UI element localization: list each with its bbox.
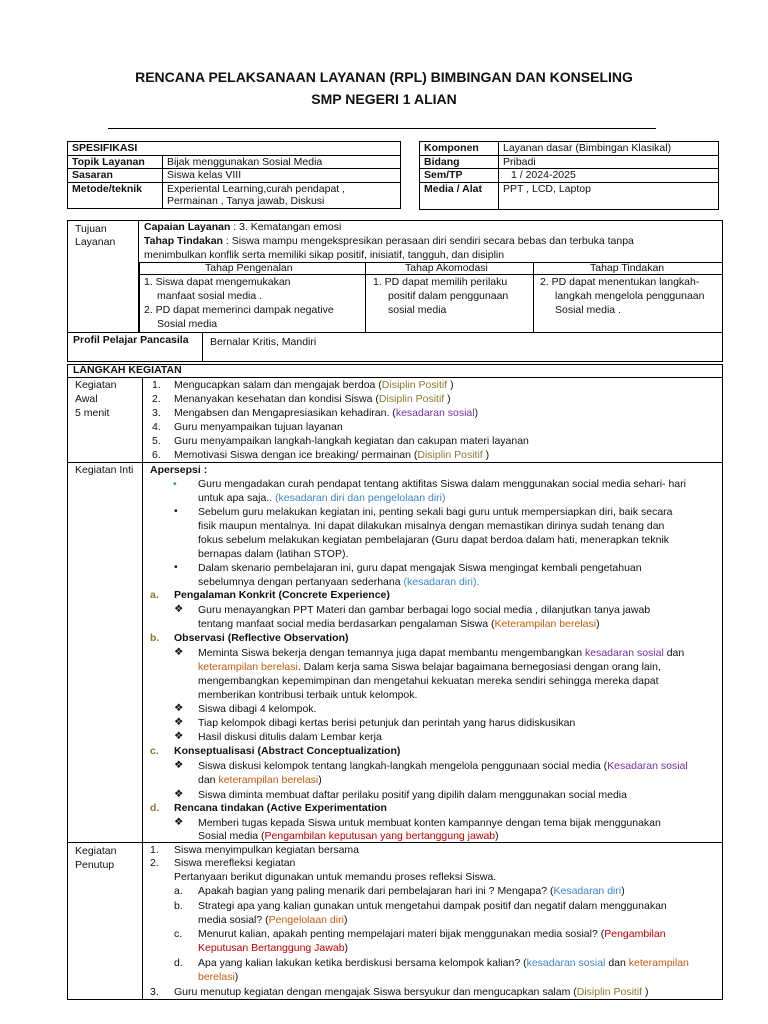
step-d-title: Rencana tindakan (Active Experimentation (174, 802, 387, 814)
q-c-1 (198, 928, 666, 941)
a-line-2-text: tentang manfaat social media berdasarkan pengalaman Siswa ( (198, 618, 495, 630)
q-d-tag-3: berelasi (198, 971, 235, 983)
pengenalan-3: 2. PD dapat memerinci dampak negative (144, 304, 334, 316)
tindakan-3: Sosial media . (555, 304, 621, 316)
spesifikasi-table (67, 141, 401, 209)
bidang-label: Bidang (420, 155, 499, 169)
tahap-divider-2 (533, 262, 534, 333)
penutup-item-3-tag: Disiplin Positif (576, 986, 643, 998)
awal-item (174, 449, 489, 462)
q-a-tag: Kesadaran diri (553, 885, 622, 897)
tindakan-2: langkah mengelola penggunaan (555, 290, 705, 302)
step-c-letter: c. (150, 745, 159, 757)
head-akomodasi: Tahap Akomodasi (405, 262, 488, 274)
b-line-2 (198, 661, 661, 674)
q-b-letter: b. (174, 900, 183, 912)
awal-item-text: Memotivasi Siswa dengan ice breaking/ permainan ( (174, 449, 418, 461)
penutup-item-3-text: Guru menutup kegiatan dengan mengajak Siswa bersyukur dan mengucapkan salam ( (174, 986, 577, 998)
awal-item-text: Guru menyampaikan langkah-langkah kegiatan dan cakupan materi layanan (174, 435, 529, 447)
metode-value-line2: Permainan , Tanya jawab, Diskusi (167, 195, 325, 207)
step-c-title: Konseptualisasi (Abstract Conceptualization) (174, 745, 401, 757)
c-line-2-tag: keterampilan berelasi (218, 774, 319, 786)
q-b-1: Strategi apa yang kalian gunakan untuk mengetahui dampak positif dan negatif dalam menggunakan (198, 900, 667, 912)
q-d-2: berelasi) (198, 971, 239, 983)
inti-line-2-text: untuk apa saja.. (198, 492, 273, 504)
tahap-value: : Siswa mampu mengekspresikan perasaan diri sendiri secara bebas dan terbuka tanpa (225, 235, 634, 247)
semtp-value: 1 / 2024-2025 (499, 169, 719, 183)
penutup-item-3: Guru menutup kegiatan dengan mengajak Siswa bersyukur dan mengucapkan salam (Disiplin Positif ) (174, 986, 649, 998)
diamond-bullet-icon: ❖ (174, 759, 184, 771)
awal-item (174, 379, 454, 392)
penutup-intro: Pertanyaan berikut digunakan untuk memandu proses refleksi Siswa. (174, 871, 497, 883)
awal-label-2: Awal (75, 393, 98, 405)
awal-item-number: 4. (152, 421, 161, 433)
penutup-item-1: Siswa menyimpulkan kegiatan bersama (174, 844, 360, 856)
awal-item-number: 6. (152, 449, 161, 461)
a-line-2-end: ) (596, 618, 600, 630)
c-line-3: Siswa diminta membuat daftar perilaku positif yang dipilih dalam menggunakan social media (198, 789, 627, 801)
awal-item-text: Mengabsen dan Mengapresiasikan kehadiran. ( (174, 407, 396, 419)
d-line-2-text: Sosial media ( (198, 830, 265, 842)
b-line-5: Siswa dibagi 4 kelompok. (198, 703, 317, 715)
awal-item-text: Mengucapkan salam dan mengajak berdoa ( (174, 379, 382, 391)
awal-item-end: ) (482, 449, 490, 461)
inti-label: Kegiatan Inti (75, 464, 134, 476)
awal-item-number: 3. (152, 407, 161, 419)
awal-item-number: 5. (152, 435, 161, 447)
b-line-1-dan: dan (666, 647, 685, 659)
c-line-1-tag: Kesadaran sosial (607, 760, 688, 772)
inti-line-2 (198, 492, 446, 505)
diamond-bullet-icon: ❖ (174, 816, 184, 828)
awal-item-end: ) (447, 379, 454, 391)
diamond-bullet-icon: ❖ (174, 716, 184, 728)
akomodasi-2: positif dalam penggunaan (388, 290, 509, 302)
awal-item (174, 407, 478, 420)
capaian-label: Capaian Layanan (144, 221, 231, 233)
penutup-num-3: 3. (150, 986, 159, 998)
layanan-label: Layanan (75, 236, 116, 248)
inti-line-8-text: sebelumnya dengan pertanyaan sederhana (198, 576, 401, 588)
b-line-6: Tiap kelompok dibagi kertas berisi petunjuk dan perintah yang harus didiskusikan (198, 717, 576, 729)
langkah-divider-2 (67, 462, 723, 463)
penutup-label-2: Penutup (75, 859, 115, 871)
q-d-letter: d. (174, 957, 183, 969)
head-tindakan: Tahap Tindakan (590, 262, 665, 274)
pengenalan-2: manfaat sosial media . (157, 290, 263, 302)
pengenalan-4: Sosial media (157, 318, 218, 330)
step-b-title: Observasi (Reflective Observation) (174, 632, 349, 644)
head-pengenalan: Tahap Pengenalan (205, 262, 293, 274)
c-line-2-end: ) (318, 774, 322, 786)
diamond-bullet-icon: ❖ (174, 702, 184, 714)
bullet-icon: • (174, 561, 178, 573)
diamond-bullet-icon: ❖ (174, 730, 184, 742)
awal-label-3: 5 menit (75, 407, 110, 419)
q-b-text: media sosial? ( (198, 914, 269, 926)
awal-item-tag: kesadaran sosial (395, 407, 475, 419)
penutup-label-1: Kegiatan (75, 845, 117, 857)
topik-label: Topik Layanan (68, 155, 163, 169)
school-name: SMP NEGERI 1 ALIAN (311, 91, 457, 107)
diamond-bullet-icon: ❖ (174, 646, 184, 658)
d-line-2-end: ) (495, 830, 499, 842)
metode-value-line1: Experiental Learning,curah pendapat , (167, 182, 346, 195)
sasaran-label: Sasaran (68, 169, 163, 183)
metode-label: Metode/teknik (68, 182, 163, 208)
c-line-1 (198, 760, 688, 773)
b-line-1-tag: kesadaran sosial (585, 647, 664, 659)
d-line-2 (198, 830, 499, 843)
a-line-1: Guru menayangkan PPT Materi dan gambar berbagai logo social media , dilanjutkan tanya jawab (198, 604, 651, 616)
b-line-7: Hasil diskusi ditulis dalam Lembar kerja (198, 731, 382, 743)
step-a-letter: a. (150, 589, 159, 601)
langkah-heading: LANGKAH KEGIATAN (73, 364, 182, 376)
tahap-line (144, 235, 634, 248)
q-d-1 (198, 957, 689, 970)
q-a-letter: a. (174, 885, 183, 897)
a-line-2-tag: Keterampilan berelasi (494, 618, 597, 630)
inti-line-7: Dalam skenario pembelajaran ini, guru dapat mengajak Siswa mengingat kembali pengetahuan (198, 562, 642, 574)
tahap-value-2: menimbulkan konflik serta memiliki sikap positif, inisiatif, tangguh, dan disiplin (144, 249, 505, 261)
c-line-1-text: Siswa diskusi kelompok tentang langkah-langkah mengelola penggunaan social media ( (198, 760, 608, 772)
profil-label: Profil Pelajar Pancasila (73, 334, 189, 346)
q-a: Apakah bagian yang paling menarik dari pembelajaran hari ini ? Mengapa? (Kesadaran diri) (198, 885, 625, 897)
c-line-2 (198, 774, 322, 787)
a-line-2 (198, 618, 600, 631)
c-line-2-dan: dan (198, 774, 216, 786)
q-d-text: Apa yang kalian lakukan ketika berdiskusi bersama kelompok kalian? ( (198, 957, 527, 969)
title-divider (108, 128, 656, 129)
inti-line-8-tag: (kesadaran diri). (403, 576, 480, 588)
awal-label-1: Kegiatan (75, 379, 117, 391)
bullet-icon: • (173, 478, 177, 490)
q-c-tag-2: Keputusan Bertanggung Jawab (198, 942, 345, 954)
inti-line-4: fisik maupun mentalnya. Ini dapat dilakukan misalnya dengan memastikan dirinya sudah tenang dan (198, 520, 665, 532)
tahap-label: Tahap Tindakan (144, 235, 223, 247)
b-line-1-text: Meminta Siswa bekerja dengan temannya juga dapat membantu mengembangkan (198, 647, 583, 659)
metode-value (163, 182, 401, 208)
q-d-dan: dan (608, 957, 626, 969)
sasaran-value: Siswa kelas VIII (163, 169, 401, 183)
inti-line-5: fokus sebelum melakukan kegiatan pembelajaran (Guru dapat berdoa dalam hati, menerapkan teknik (198, 534, 670, 546)
d-line-2-tag: Pengambilan keputusan yang bertanggung jawab (264, 830, 496, 842)
awal-item-number: 2. (152, 393, 161, 405)
step-b-letter: b. (150, 632, 160, 644)
tujuan-label: Tujuan (75, 223, 107, 235)
awal-item (174, 421, 343, 434)
spesifikasi-heading: SPESIFIKASI (68, 142, 401, 156)
penutup-item-2: Siswa merefleksi kegiatan (174, 857, 296, 869)
step-d-letter: d. (150, 802, 160, 814)
q-c-text: Menurut kalian, apakah penting mempelajari materi bijak menggunakan media sosial? ( (198, 928, 605, 940)
awal-item-end: ) (474, 407, 479, 419)
inti-line-2-tag: (kesadaran diri dan pengelolaan diri) (275, 492, 446, 504)
awal-item-number: 1. (152, 379, 161, 391)
penutup-num-1: 1. (150, 844, 159, 856)
awal-item-tag: Disiplin Positif (378, 393, 445, 405)
inti-line-1: Guru mengadakan curah pendapat tentang aktifitas Siswa dalam menggunakan social media sehari- hari (198, 478, 686, 490)
komponen-value: Layanan dasar (Bimbingan Klasikal) (499, 142, 719, 156)
bullet-icon: • (174, 505, 178, 517)
bidang-value: Pribadi (499, 155, 719, 169)
penutup-num-2: 2. (150, 857, 159, 869)
langkah-divider-1 (67, 377, 723, 378)
apersepsi-label: Apersepsi : (150, 464, 208, 476)
awal-item-tag: Disiplin Positif (417, 449, 483, 461)
awal-item (174, 435, 529, 448)
inti-line-3: Sebelum guru melakukan kegiatan ini, penting sekali bagi guru untuk mempersiapkan diri, baik secara (198, 506, 673, 518)
q-b-tag: Pengelolaan diri (268, 914, 344, 926)
q-b-2: media sosial? (Pengelolaan diri) (198, 914, 348, 926)
q-c-letter: c. (174, 928, 183, 940)
b-line-4: memberikan kontribusi terbaik untuk kelompok. (198, 689, 418, 701)
q-c-tag-1: Pengambilan (604, 928, 666, 940)
media-label: Media / Alat (420, 182, 499, 209)
capaian-value: : 3. Kematangan emosi (233, 221, 342, 233)
akomodasi-3: sosial media (388, 304, 447, 316)
topik-value: Bijak menggunakan Sosial Media (163, 155, 401, 169)
awal-item-text: Menanyakan kesehatan dan kondisi Siswa ( (174, 393, 379, 405)
komponen-label: Komponen (420, 142, 499, 156)
awal-item-text: Guru menyampaikan tujuan layanan (174, 421, 343, 433)
profil-divider (202, 332, 203, 362)
pengenalan-1: 1. Siswa dapat mengemukakan (144, 276, 291, 288)
akomodasi-1: 1. PD dapat memilih perilaku (373, 276, 508, 288)
document-title: RENCANA PELAKSANAAN LAYANAN (RPL) BIMBINGAN DAN KONSELING (135, 69, 633, 85)
inti-line-6: bernapas dalam (latihan STOP). (198, 548, 349, 560)
diamond-bullet-icon: ❖ (174, 788, 184, 800)
b-line-2-tag: keterampilan berelasi (198, 661, 298, 673)
komponen-table (419, 141, 719, 210)
d-line-1: Memberi tugas kepada Siswa untuk membuat konten kampannye dengan tema bijak menggunakan (198, 817, 661, 829)
awal-item (174, 393, 451, 406)
b-line-1 (198, 647, 684, 660)
q-d-tag-2: keterampilan (628, 957, 689, 969)
semtp-label: Sem/TP (420, 169, 499, 183)
step-a-title: Pengalaman Konkrit (Concrete Experience) (174, 589, 390, 601)
awal-item-end: ) (444, 393, 451, 405)
tahap-divider-1 (365, 262, 366, 333)
b-line-3: mengembangkan kepemimpinan dan mengetahui kekuatan mereka sendiri sehingga mereka dapat (198, 675, 659, 687)
langkah-col-divider (142, 377, 143, 1000)
inti-line-8 (198, 576, 479, 589)
diamond-bullet-icon: ❖ (174, 603, 184, 615)
profil-value: Bernalar Kritis, Mandiri (210, 336, 317, 348)
q-c-2: Keputusan Bertanggung Jawab) (198, 942, 349, 954)
awal-item-tag: Disiplin Positif (381, 379, 448, 391)
q-a-text: Apakah bagian yang paling menarik dari pembelajaran hari ini ? Mengapa? ( (198, 885, 554, 897)
q-d-tag-1: kesadaran sosial (526, 957, 606, 969)
b-line-2-text: . Dalam kerja sama Siswa belajar bagaimana bernegosiasi dengan orang lain, (297, 661, 661, 673)
capaian-line (144, 221, 341, 234)
media-value: PPT , LCD, Laptop (499, 182, 719, 209)
tindakan-1: 2. PD dapat menentukan langkah- (540, 276, 700, 288)
